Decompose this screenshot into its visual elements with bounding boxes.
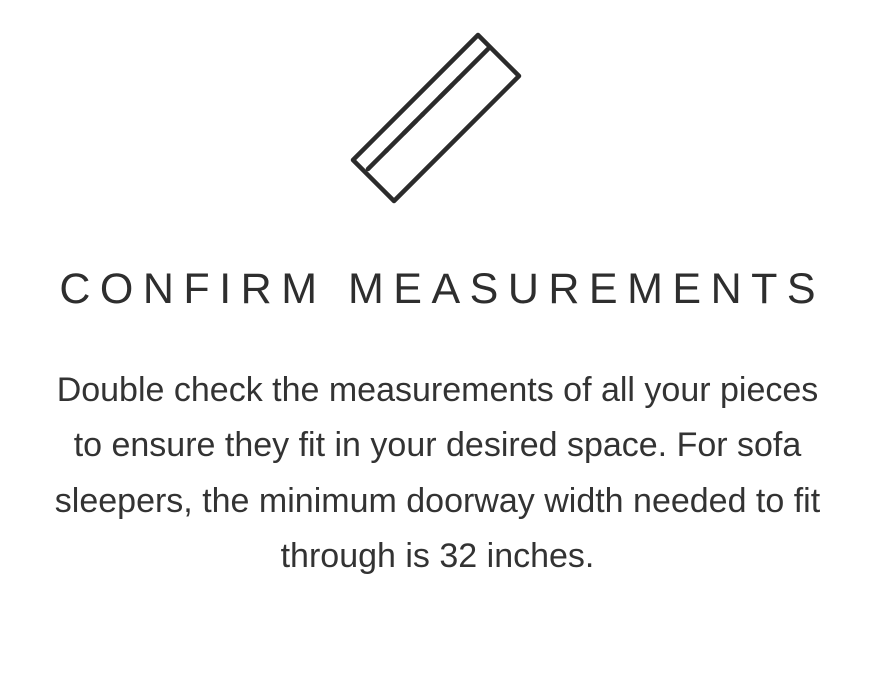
body-text: Double check the measurements of all your pieces to ensure they fit in your desired space. For sofa sleepers, the minimum doorway width needed to fit through is 32 inches. [54,371,821,576]
page-title: CONFIRM MEASUREMENTS [59,265,826,313]
ruler-icon [328,22,548,212]
ruler-icon-graphic [338,27,538,207]
